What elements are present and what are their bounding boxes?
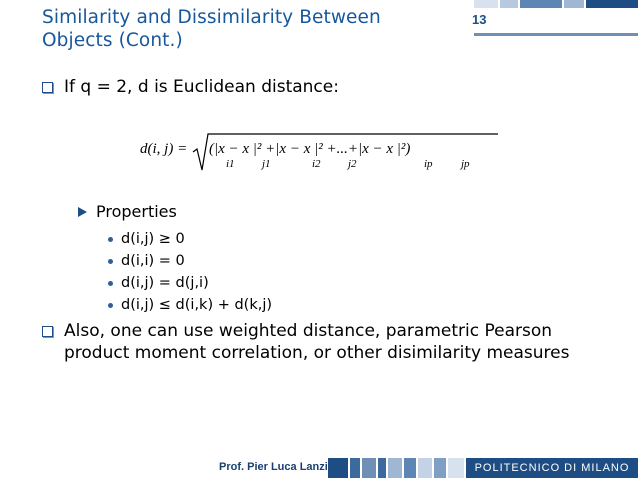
checkbox-bullet-icon: [42, 326, 53, 337]
bullet-euclidean-text: If q = 2, d is Euclidean distance:: [64, 77, 339, 97]
header-decoration: [474, 0, 498, 8]
footer-decoration: [362, 458, 376, 478]
formula-sub-j1: j1: [262, 158, 271, 170]
formula-body: (|x − x |² +|x − x |² +...+|x − x |²): [209, 141, 411, 157]
header-decoration: [564, 0, 584, 8]
properties-list: [108, 228, 272, 316]
bullet-weighted-line-1: Also, one can use weighted distance, parametric Pearson: [64, 321, 553, 341]
checkbox-bullet-icon: [42, 82, 53, 93]
footer-decoration: [434, 458, 446, 478]
bullet-weighted-text: [64, 320, 569, 364]
formula-sub-i1: i1: [226, 158, 235, 170]
dot-bullet-icon: [108, 259, 113, 264]
list-item: d(i,i) = 0: [108, 250, 272, 272]
footer-decoration: [328, 458, 348, 478]
dot-bullet-icon: [108, 281, 113, 286]
bullet-weighted-line-2: product moment correlation, or other disimilarity measures: [64, 343, 570, 363]
slide-title: [42, 6, 462, 52]
properties-heading: [78, 202, 177, 221]
footer-institution: POLITECNICO DI MILANO: [466, 458, 638, 478]
slide-number: 13: [472, 12, 487, 27]
footer-author: Prof. Pier Luca Lanzi: [219, 461, 328, 473]
list-item: d(i,j) ≤ d(i,k) + d(k,j): [108, 294, 272, 316]
formula-sub-ip: ip: [424, 158, 433, 170]
list-item: d(i,j) = d(j,i): [108, 272, 272, 294]
header-decoration: [586, 0, 638, 8]
formula-sub-j2: j2: [348, 158, 357, 170]
footer-decoration: [418, 458, 432, 478]
footer-decoration: [404, 458, 416, 478]
dot-bullet-icon: [108, 237, 113, 242]
header-rule: [474, 33, 638, 36]
title-line-1: Similarity and Dissimilarity Between: [42, 7, 381, 28]
formula-sub-jp: jp: [461, 158, 470, 170]
footer-decoration: [448, 458, 464, 478]
bullet-euclidean: [42, 76, 339, 98]
title-line-2: Objects (Cont.): [42, 30, 183, 51]
formula-sub-i2: i2: [312, 158, 321, 170]
bullet-weighted: [42, 320, 569, 364]
formula-lhs: d(i, j) =: [140, 141, 188, 157]
footer-decoration: [378, 458, 386, 478]
footer-decoration: [350, 458, 360, 478]
header-decoration: [500, 0, 518, 8]
dot-bullet-icon: [108, 303, 113, 308]
euclidean-formula: [0, 128, 638, 174]
list-item: d(i,j) ≥ 0: [108, 228, 272, 250]
header-decoration: [520, 0, 562, 8]
triangle-bullet-icon: [78, 207, 87, 217]
footer-decoration: [388, 458, 402, 478]
properties-heading-text: Properties: [96, 202, 177, 221]
